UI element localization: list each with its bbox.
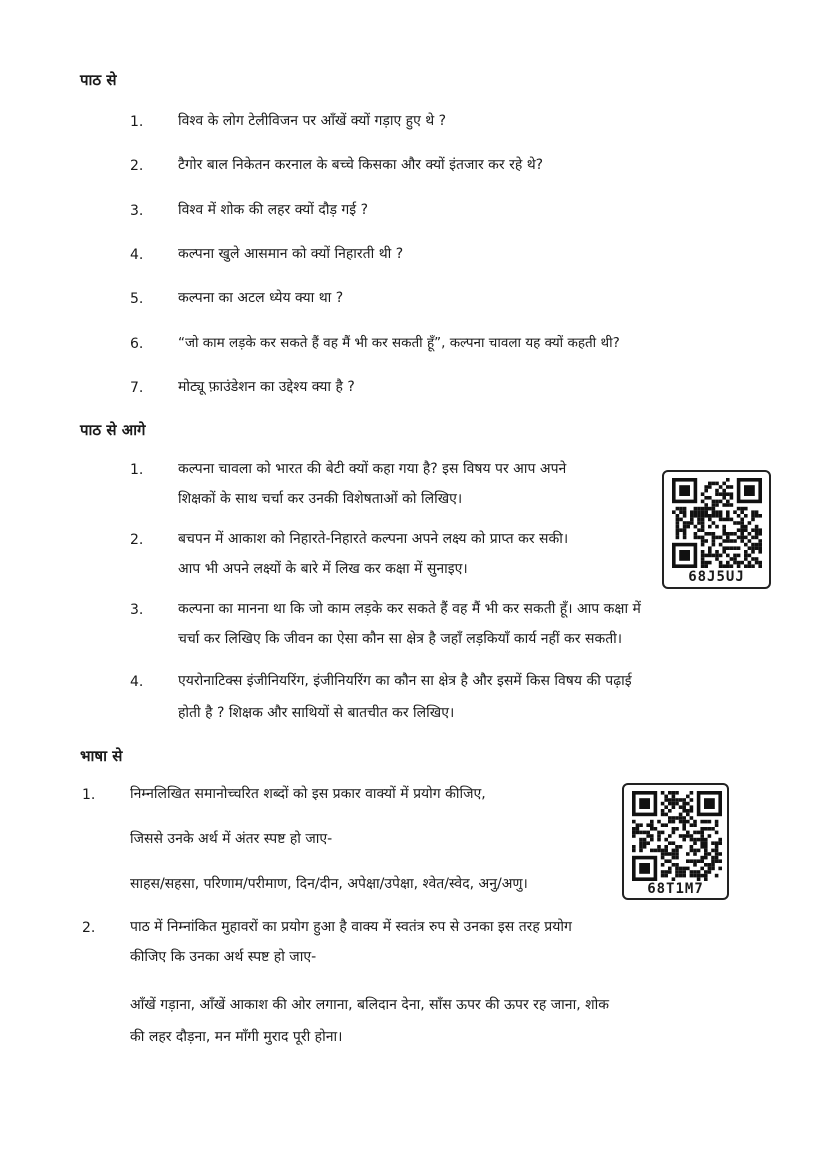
question-number: 4. (130, 674, 144, 690)
question-line: साहस/सहसा, परिणाम/परीमाण, दिन/दीन, अपेक्षा/उपेक्षा, श्वेत/स्वेद, अनु/अणु। (130, 876, 528, 892)
question-line: की लहर दौड़ना, मन माँगी मुराद पूरी होना। (130, 1029, 343, 1045)
question-text: विश्व के लोग टेलीविजन पर आँखें क्यों गड़ाए हुए थे ? (178, 113, 447, 129)
qr-code-icon (632, 791, 722, 881)
question-number: 1. (130, 462, 144, 478)
question-text: विश्व में शोक की लहर क्यों दौड़ गई ? (178, 202, 369, 218)
question-line: जिससे उनके अर्थ में अंतर स्पष्ट हो जाए- (130, 831, 333, 847)
question-line: आप भी अपने लक्ष्यों के बारे में लिख कर कक्षा में सुनाइए। (178, 561, 468, 577)
question-line: बचपन में आकाश को निहारते-निहारते कल्पना अपने लक्ष्य को प्राप्त कर सकी। (178, 531, 569, 547)
question-line: चर्चा कर लिखिए कि जीवन का ऐसा कौन सा क्षेत्र है जहाँ लड़कियाँ कार्य नहीं कर सकती। (178, 631, 623, 647)
question-number: 5. (130, 291, 144, 307)
section-heading-path-se: पाठ से (80, 71, 117, 89)
section-heading-bhasha-se: भाषा से (80, 747, 123, 765)
qr-code-label: 68J5UJ (688, 569, 745, 585)
question-line: कल्पना का मानना था कि जो काम लड़के कर सकते हैं वह मैं भी कर सकती हूँ। आप कक्षा में (178, 601, 641, 617)
question-text: “जो काम लड़के कर सकते हैं वह मैं भी कर सकती हूँ”, कल्पना चावला यह क्यों कहती थी? (178, 335, 620, 351)
question-number: 2. (130, 158, 144, 174)
qr-code-68t1m7[interactable] (622, 783, 729, 900)
question-text: कल्पना का अटल ध्येय क्या था ? (178, 290, 344, 306)
question-number: 2. (130, 532, 144, 548)
question-line: होती है ? शिक्षक और साथियों से बातचीत कर लिखिए। (178, 705, 455, 721)
question-number: 3. (130, 602, 144, 618)
qr-code-68j5uj[interactable] (662, 470, 771, 589)
question-line: एयरोनाटिक्स इंजीनियरिंग, इंजीनियरिंग का कौन सा क्षेत्र है और इसमें किस विषय की पढ़ाई (178, 673, 632, 689)
question-number: 1. (82, 787, 96, 803)
question-text: कल्पना खुले आसमान को क्यों निहारती थी ? (178, 246, 404, 262)
section-heading-path-se-aage: पाठ से आगे (80, 421, 146, 439)
question-number: 1. (130, 114, 144, 130)
question-line: कीजिए कि उनका अर्थ स्पष्ट हो जाए- (130, 949, 317, 965)
question-line: शिक्षकों के साथ चर्चा कर उनकी विशेषताओं को लिखिए। (178, 491, 463, 507)
question-text: टैगोर बाल निकेतन करनाल के बच्चे किसका और क्यों इंतजार कर रहे थे? (178, 157, 544, 173)
question-number: 3. (130, 203, 144, 219)
question-line: निम्नलिखित समानोच्चरित शब्दों को इस प्रकार वाक्यों में प्रयोग कीजिए, (130, 786, 486, 802)
question-number: 4. (130, 247, 144, 263)
question-line: कल्पना चावला को भारत की बेटी क्यों कहा गया है? इस विषय पर आप अपने (178, 461, 567, 477)
question-number: 6. (130, 336, 144, 352)
question-number: 2. (82, 920, 96, 936)
question-line: आँखें गड़ाना, आँखें आकाश की ओर लगाना, बलिदान देना, साँस ऊपर की ऊपर रह जाना, शोक (130, 997, 610, 1013)
qr-code-label: 68T1M7 (647, 881, 704, 897)
qr-code-icon (672, 478, 762, 568)
question-text: मोट्यू फ़ाउंडेशन का उद्देश्य क्या है ? (178, 379, 355, 395)
question-line: पाठ में निम्नांकित मुहावरों का प्रयोग हुआ है वाक्य में स्वतंत्र रुप से उनका इस तरह प्रयोग (130, 919, 572, 935)
question-number: 7. (130, 380, 144, 396)
